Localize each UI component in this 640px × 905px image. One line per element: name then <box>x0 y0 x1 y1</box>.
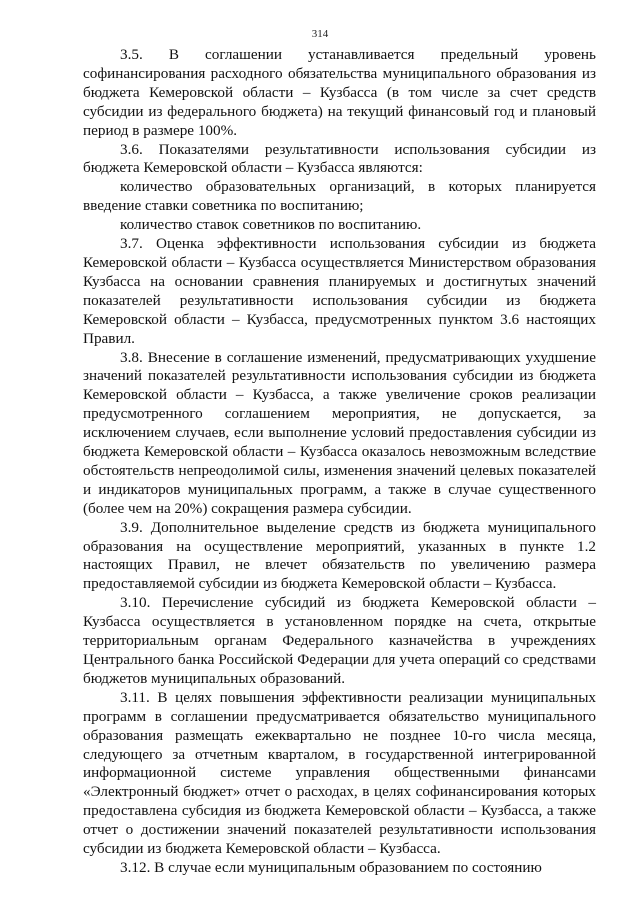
paragraph-3-8: 3.8. Внесение в соглашение изменений, предусматривающих ухудшение значений показателей результативности использования субсидии из бюджета Кемеровской области – Кузбасса, а также увеличение сроков реализации предусмотренного соглашением мероприятия, не допускается, за исключением случаев, если выполнение условий предоставления субсидии из бюджета Кемеровской области – Кузбасса оказалось невозможным вследствие обстоятельств непреодолимой силы, изменения значений целевых показателей и индикаторов муниципальных программ, а также в случае существенного (более чем на 20%) сокращения размера субсидии. <box>83 348 596 517</box>
document-body <box>83 46 596 878</box>
page-number: 314 <box>311 28 329 40</box>
paragraph-3-6: 3.6. Показателями результативности использования субсидии из бюджета Кемеровской области – Кузбасса являются: <box>83 140 596 177</box>
paragraph-3-9: 3.9. Дополнительное выделение средств из бюджета муниципального образования на осуществление мероприятий, указанных в пункте 1.2 настоящих Правил, не влечет обязательств по увеличению размера предоставляемой субсидии из бюджета Кемеровской области – Кузбасса. <box>83 518 596 593</box>
paragraph-3-5: 3.5. В соглашении устанавливается предельный уровень софинансирования расходного обязательства муниципального образования из бюджета Кемеровской области – Кузбасса (в том числе за счет средств субсидии из федерального бюджета) на текущий финансовый год и плановый период в размере 100%. <box>83 46 596 139</box>
paragraph-3-12: 3.12. В случае если муниципальным образованием по состоянию <box>120 858 542 876</box>
paragraph-3-11: 3.11. В целях повышения эффективности реализации муниципальных программ в соглашении предусматривается обязательство муниципального образования размещать ежеквартально не позднее 10-го числа месяца, следующего за отчетным кварталом, в государственной интегрированной информационной системе управления общественными финансами «Электронный бюджет» отчет о расходах, в целях софинансирования которых предоставлена субсидия из бюджета Кемеровской области – Кузбасса, а также отчет о достижении значений показателей результативности использования субсидии из бюджета Кемеровской области – Кузбасса. <box>83 688 596 858</box>
paragraph-3-10: 3.10. Перечисление субсидий из бюджета Кемеровской области – Кузбасса осуществляется в установленном порядке на счета, открытые территориальным органам Федерального казначейства в учреждениях Центрального банка Российской Федерации для учета операций со средствами бюджетов муниципальных образований. <box>83 594 596 687</box>
list-item-organizations: количество образовательных организаций, в которых планируется введение ставки советника по воспитанию; <box>83 178 596 215</box>
paragraph-3-7: 3.7. Оценка эффективности использования субсидии из бюджета Кемеровской области – Кузбасса осуществляется Министерством образования Кузбасса на основании сравнения планируемых и достигнутых значений показателей результативности использования субсидии из бюджета Кемеровской области – Кузбасса, предусмотренных пунктом 3.6 настоящих Правил. <box>83 235 596 347</box>
list-item-advisor-rates: количество ставок советников по воспитанию. <box>120 216 422 234</box>
